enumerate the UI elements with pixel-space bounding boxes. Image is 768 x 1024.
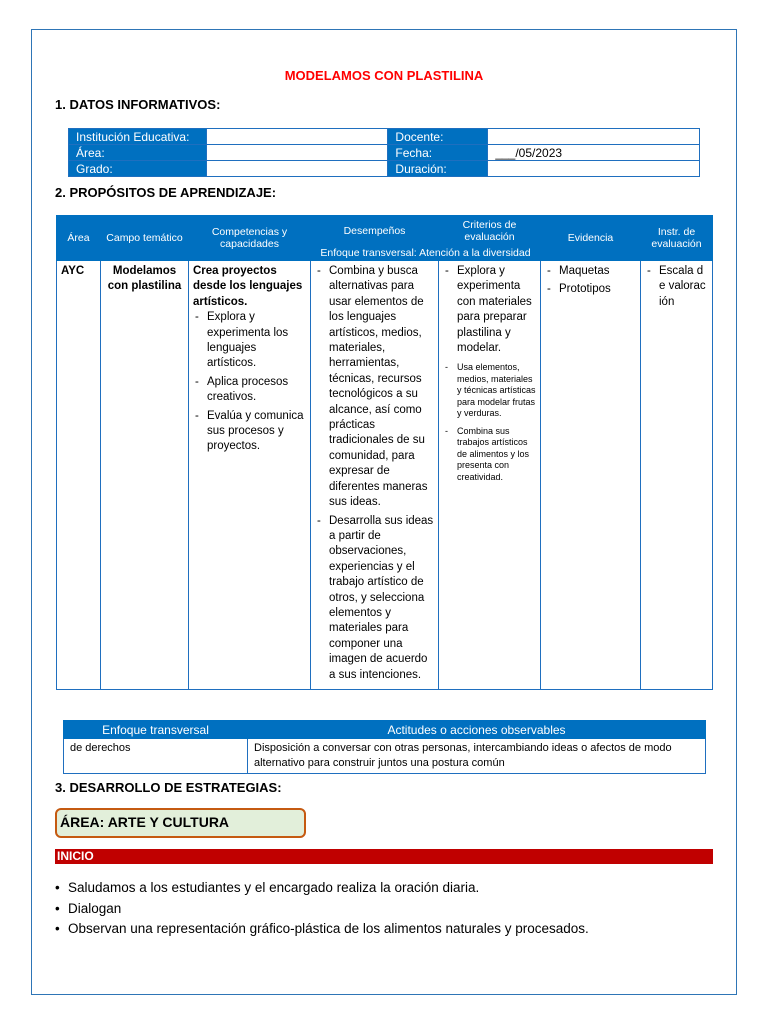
grado-value	[206, 161, 388, 177]
criterio-item: - Explora y experimenta con materiales para preparar plastilina y modelar.	[443, 264, 536, 356]
inicio-item: • Dialogan	[55, 899, 589, 920]
row-competencias	[189, 261, 311, 690]
header-campo: Campo temático	[101, 216, 189, 261]
header-criterios: Criterios de evaluación	[439, 216, 541, 246]
section-propositos-heading: 2. PROPÓSITOS DE APRENDIZAJE:	[55, 185, 277, 200]
fecha-value: ___/05/2023	[488, 145, 700, 161]
criterio-item-small: - Combina sus trabajos artísticos de alimentos y los presenta con creatividad.	[443, 426, 536, 484]
enfoque-value: de derechos	[64, 739, 248, 774]
propositos-table	[56, 215, 713, 690]
desempeno-item: - Combina y busca alternativas para usar elementos de los lenguajes artísticos, medios, materiales, herramientas, técnicas, recursos tecnológicos a su alcance, así como prácticas tradicionales de su comunidad, para expresar de diferentes maneras sus ideas.	[315, 264, 434, 511]
datos-informativos-table	[68, 128, 700, 177]
enfoque-actitudes-table	[63, 720, 706, 774]
row-desempenos	[311, 261, 439, 690]
fecha-label: Fecha:	[388, 145, 488, 161]
duracion-value	[488, 161, 700, 177]
institucion-value	[206, 129, 388, 145]
section-datos-heading: 1. DATOS INFORMATIVOS:	[55, 97, 221, 112]
document-title: MODELAMOS CON PLASTILINA	[284, 68, 484, 83]
inicio-item: • Saludamos a los estudiantes y el encargado realiza la oración diaria.	[55, 878, 589, 899]
inicio-item: • Observan una representación gráfico-plástica de los alimentos naturales y procesados.	[55, 919, 589, 940]
row-instrumento	[641, 261, 713, 690]
capacidad-item: - Explora y experimenta los lenguajes artísticos.	[193, 310, 306, 372]
actitudes-value: Disposición a conversar con otras personas, intercambiando ideas o afectos de modo alternativo para construir juntos una postura común	[248, 739, 706, 774]
inicio-list	[55, 878, 589, 940]
evidencia-item: - Prototipos	[545, 282, 636, 297]
row-campo: Modelamos con plastilina	[101, 261, 189, 690]
section-desarrollo-heading: 3. DESARROLLO DE ESTRATEGIAS:	[55, 780, 282, 795]
inicio-bar: INICIO	[55, 849, 713, 864]
capacidad-item: - Evalúa y comunica sus procesos y proyectos.	[193, 409, 306, 455]
criterio-item-small: - Usa elementos, medios, materiales y técnicas artísticas para modelar frutas y verduras.	[443, 362, 536, 420]
area-label: Área:	[69, 145, 207, 161]
docente-label: Docente:	[388, 129, 488, 145]
docente-value	[488, 129, 700, 145]
header-desempenos: Desempeños	[311, 216, 439, 246]
area-value	[206, 145, 388, 161]
duracion-label: Duración:	[388, 161, 488, 177]
enfoque-transversal-row: Enfoque transversal: Atención a la diversidad	[311, 246, 541, 261]
evidencia-item: - Maquetas	[545, 264, 636, 279]
header-instrumento: Instr. de evaluación	[641, 216, 713, 261]
actitudes-header: Actitudes o acciones observables	[248, 721, 706, 739]
capacidad-item: - Aplica procesos creativos.	[193, 375, 306, 406]
row-evidencia	[541, 261, 641, 690]
header-evidencia: Evidencia	[541, 216, 641, 261]
row-area: AYC	[57, 261, 101, 690]
header-competencias: Competencias y capacidades	[189, 216, 311, 261]
grado-label: Grado:	[69, 161, 207, 177]
desempeno-item: - Desarrolla sus ideas a partir de observaciones, experiencias y el trabajo artístico de otros, y selecciona elementos y materiales para componer una imagen de acuerdo a sus intenciones.	[315, 514, 434, 683]
row-criterios	[439, 261, 541, 690]
header-area: Área	[57, 216, 101, 261]
enfoque-header: Enfoque transversal	[64, 721, 248, 739]
area-arte-cultura-box: ÁREA: ARTE Y CULTURA	[55, 808, 306, 838]
instrumento-item: - Escala de valoración	[645, 264, 708, 310]
competencia-title: Crea proyectos desde los lenguajes artísticos.	[193, 265, 303, 308]
institucion-label: Institución Educativa:	[69, 129, 207, 145]
